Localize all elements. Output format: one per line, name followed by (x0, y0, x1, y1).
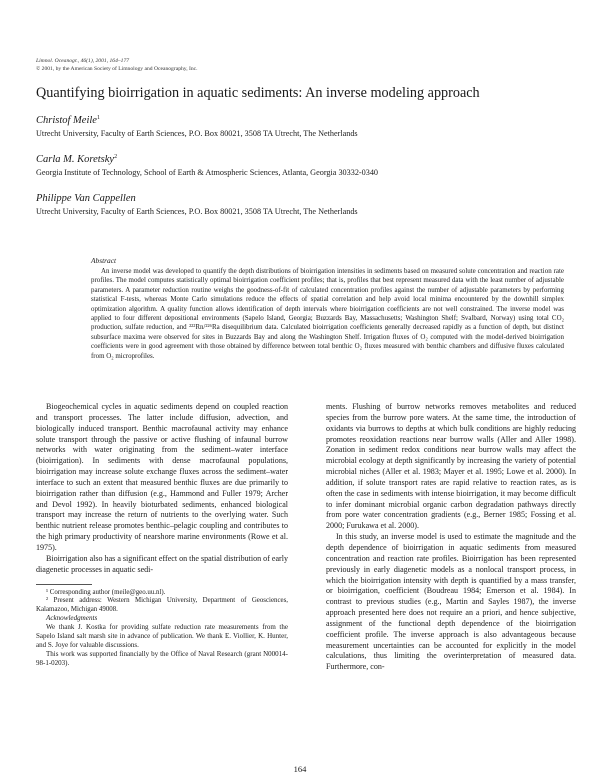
acknowledgments-heading: Acknowledgments (46, 614, 98, 622)
author-name (36, 115, 100, 127)
footnote: ¹ Corresponding author (meile@geo.uu.nl). (46, 588, 166, 596)
author-footnote-mark: 2 (114, 154, 118, 160)
abstract-text: An inverse model was developed to quantify the depth distributions of bioirrigation intensities in sediments based on measured solute concentration and reaction rate profiles. The model computes statistically optimal bioirrigation coefficient profiles; that is, profiles that best represent measured data with the least number of adjustable parameters. A parameter reduction routine weighs the goodness-of-fit of calculated concentration profiles against the number of adjustable parameters by performing statistical F-tests, whereas Monte Carlo simulations reduce the effects of spatial correlation and help avoid local minima encountered by the downhill simplex optimization algorithm. A quality function allows identification of depth intervals where bioirrigation coefficients are not well constrained. The inverse model was applied to four different depositional environments (Sapelo Island, Georgia; Buzzards Bay, Massachusetts; Washington Shelf; Svalbard, Norway) using total CO₂ production, sulfate reduction, and ²²²Rn/²²⁶Ra disequilibrium data. Calculated bioirrigation coefficients generally decreased rapidly as a function of depth, but distinct subsurface maxima were observed for sites in Buzzards Bay and along the Washington Shelf. Irrigation fluxes of O₂ computed with the model-derived bioirrigation coefficients were in good agreement with those obtained by difference between total benthic O₂ fluxes measured with benthic chambers and diffusive fluxes calculated from O₂ microprofiles. (91, 267, 564, 360)
author-name-text: Philippe Van Cappellen (36, 193, 136, 204)
author-name (36, 154, 117, 166)
author-name (36, 193, 136, 205)
body-paragraph: Biogeochemical cycles in aquatic sediments depend on coupled reaction and transport processes. The latter include diffusion, advection, and biologically induced transport. Benthic macrofaunal activity may enhance solute transport through the passive or active flushing of infaunal burrow networks with water originating from the sediment–water interface (bioirrigation). In sediments with dense macrofaunal populations, bioirrigation may increase solute exchange fluxes across the sediment–water interface to such an extent that measured benthic fluxes are due primarily to bioirrigation rather than diffusion (e.g., Hammond and Fuller 1979; Archer and Devol 1992). In heavily bioturbated sediments, enhanced biological transport may increase the return of nutrients to the overlying water. Such benthic nutrient release promotes benthic–pelagic coupling and contributes to the high primary productivity of nearshore marine environments (Rowe et al. 1975). (36, 402, 288, 552)
author-name-text: Christof Meile (36, 115, 97, 126)
author-affiliation: Utrecht University, Faculty of Earth Sciences, P.O. Box 80021, 3508 TA Utrecht, The Netherlands (36, 207, 358, 216)
footnote: ² Present address: Western Michigan University, Department of Geosciences, Kalamazoo, Michigan 49008. (36, 597, 288, 613)
journal-copyright: © 2001, by the American Society of Limnology and Oceanography, Inc. (36, 65, 198, 72)
paper-title: Quantifying bioirrigation in aquatic sediments: An inverse modeling approach (36, 85, 480, 101)
author-footnote-mark: 1 (96, 115, 100, 121)
journal-header (36, 58, 198, 73)
author-affiliation: Utrecht University, Faculty of Earth Sciences, P.O. Box 80021, 3508 TA Utrecht, The Netherlands (36, 129, 358, 138)
right-column (326, 402, 576, 673)
body-paragraph: ments. Flushing of burrow networks removes metabolites and reduced species from the burrow pore waters. At the same time, the introduction of oxidants via burrows to depths at which bulk conditions are highly reducing promotes reoxidation reactions near burrow walls (Aller and Aller 1998). Zonation in sediment redox conditions near burrow walls may affect the microbial ecology at depth significantly by increasing the variety of potential microbial niches (Aller et al. 1983; Mayer et al. 1995; Lowe et al. 2000). In addition, if solute transport rates are rapid relative to reaction rates, as is often the case in sediments with intense bioirrigation, it may become difficult to infer dominant microbial organic carbon degradation pathways directly from pore water concentration gradients (e.g., Berner 1985; Fossing et al. 2000; Furukawa et al. 2000). (326, 402, 576, 531)
author-name-text: Carla M. Koretsky (36, 154, 115, 165)
acknowledgments-paragraph: We thank J. Kostka for providing sulfate reduction rate measurements from the Sapelo Island salt marsh site in advance of publication. We thank E. Viollier, K. Hunter, and S. Joye for valuable discussions. (36, 623, 288, 649)
footnote-rule (36, 584, 92, 585)
acknowledgments-paragraph: This work was supported financially by the Office of Naval Research (grant N00014-98-1-0203). (36, 650, 288, 667)
author-affiliation: Georgia Institute of Technology, School of Earth & Atmospheric Sciences, Atlanta, Georgia 30332-0340 (36, 168, 379, 177)
page-number: 164 (293, 764, 307, 774)
left-column (36, 402, 288, 668)
abstract-heading: Abstract (91, 256, 117, 265)
journal-citation: Limnol. Oceanogr., 46(1), 2001, 164–177 (36, 58, 130, 64)
body-paragraph: In this study, an inverse model is used to estimate the magnitude and the depth dependence of bioirrigation in aquatic sediments from measured concentration and reaction rate profiles. Bioirrigation has been represented previously in early diagenetic models as a nonlocal transport process, in which the bioirrigation intensity with depth is quantified by a mass transfer, or bioirrigation, coefficient (Boudreau 1984; Emerson et al. 1984). In contrast to previous studies (e.g., Martin and Sayles 1987), the inverse approach presented here does not require an a priori, and hence subjective, assignment of the functional depth dependence of the bioirrigation coefficient profile. The inverse approach is also advantageous because measurement uncertainties can be accounted for explicitly in the model calculations, thus limiting the overinterpretation of measured data. Furthermore, con- (326, 532, 576, 672)
body-paragraph: Bioirrigation also has a significant effect on the spatial distribution of early diagenetic processes in aquatic sedi- (36, 553, 288, 574)
